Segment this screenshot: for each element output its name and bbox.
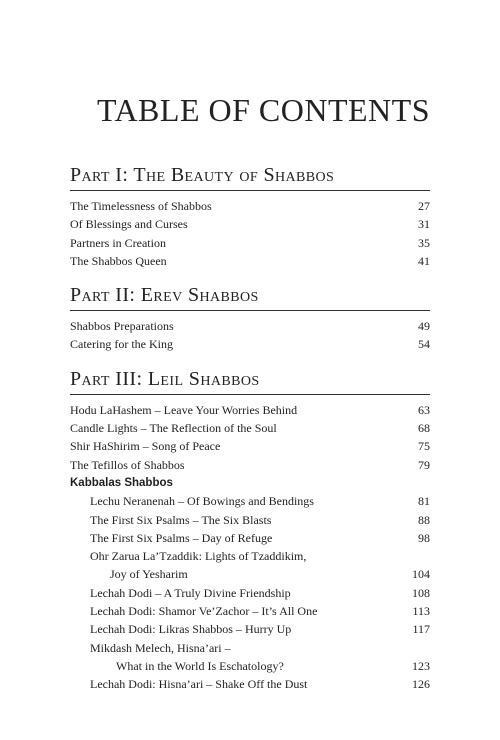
entry-title: The Tefillos of Shabbos [70, 457, 185, 472]
toc-entry [70, 639, 430, 657]
entry-title: The Timelessness of Shabbos [70, 199, 212, 213]
toc-entry [70, 419, 430, 437]
entry-page: 63 [418, 402, 430, 417]
entry-page: 123 [412, 658, 430, 673]
toc-entry [70, 620, 430, 638]
entry-title: Joy of Yesharim [110, 567, 188, 582]
entry-page: 98 [418, 530, 430, 545]
toc-entry [70, 492, 430, 510]
entry-title: Lechah Dodi – A Truly Divine Friendship [90, 585, 291, 600]
entry-page: 35 [418, 235, 430, 250]
toc-entry [70, 335, 430, 353]
toc-entry [70, 252, 430, 270]
toc-entry [70, 547, 430, 565]
toc-entry [70, 456, 430, 474]
entry-page: 88 [418, 512, 430, 527]
entry-page: 75 [418, 439, 430, 454]
entry-title: Partners in Creation [70, 235, 166, 250]
toc-entry [70, 675, 430, 693]
entry-title: Candle Lights – The Reflection of the Soul [70, 421, 277, 436]
toc-entry [70, 317, 430, 335]
toc-entry [70, 401, 430, 419]
entry-title: The Shabbos Queen [70, 253, 167, 268]
entry-title: Hodu LaHashem – Leave Your Worries Behind [70, 402, 298, 417]
entry-title: The First Six Psalms – The Six Blasts [90, 512, 272, 527]
entry-title: Lechah Dodi: Hisna’ari – Shake Off the Dust [90, 677, 308, 692]
toc-entry [70, 197, 430, 215]
entry-title: Lechu Neranenah – Of Bowings and Bendings [90, 494, 314, 509]
subsection-heading: Kabbalas Shabbos [70, 476, 173, 489]
entry-page: 49 [418, 319, 430, 334]
entry-page: 126 [412, 677, 430, 692]
toc-entry [70, 215, 430, 233]
entry-page: 104 [412, 567, 430, 582]
entry-title: Mikdash Melech, Hisna’ari – [90, 640, 231, 655]
entry-title: Shir HaShirim – Song of Peace [70, 439, 221, 454]
entry-page: 117 [412, 622, 430, 637]
entry-page: 113 [412, 604, 430, 619]
entry-title: What in the World Is Eschatology? [116, 658, 284, 673]
toc-entry [70, 511, 430, 529]
table-of-contents [70, 164, 430, 694]
toc-entry [70, 437, 430, 455]
part-heading: Part I: The Beauty of Shabbos [70, 164, 430, 191]
entry-page: 54 [418, 337, 430, 352]
part-heading: Part II: Erev Shabbos [70, 284, 430, 311]
entry-page: 27 [418, 199, 430, 213]
entry-title: Shabbos Preparations [70, 319, 174, 334]
entry-title: Ohr Zarua La’Tzaddik: Lights of Tzaddikim, [90, 549, 307, 564]
entry-title: Lechah Dodi: Likras Shabbos – Hurry Up [90, 622, 292, 637]
toc-entry [70, 602, 430, 620]
toc-entry [70, 529, 430, 547]
entry-title: Lechah Dodi: Shamor Ve’Zachor – It’s All One [90, 604, 318, 619]
entry-page: 31 [418, 217, 430, 232]
entry-title: Of Blessings and Curses [70, 217, 188, 232]
toc-entry [70, 565, 430, 583]
entry-page: 79 [418, 457, 430, 472]
toc-entry [70, 657, 430, 675]
entry-title: The First Six Psalms – Day of Refuge [90, 530, 273, 545]
entry-title: Catering for the King [70, 337, 173, 352]
entry-page: 108 [412, 585, 430, 600]
page-title: TABLE OF CONTENTS [96, 92, 430, 128]
entry-page: 68 [418, 421, 430, 436]
part-heading: Part III: Leil Shabbos [70, 368, 430, 395]
toc-entry [70, 584, 430, 602]
entry-page: 81 [418, 494, 430, 509]
toc-entry [70, 234, 430, 252]
entry-page: 41 [418, 253, 430, 268]
